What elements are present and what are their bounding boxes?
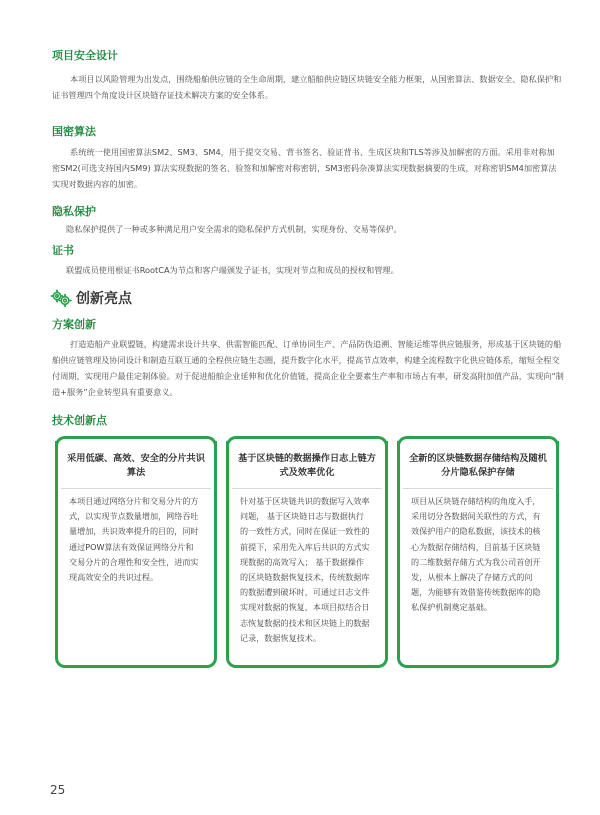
heading-certificate: 证书 [52, 244, 74, 257]
card-1-title: 采用低碳、高效、安全的分片共识算法 [67, 453, 205, 478]
section-title-highlights [50, 288, 132, 308]
card-1-divider [61, 488, 211, 489]
card-3-title: 全新的区块链数据存储结构及随机分片隐私保护存储 [409, 453, 547, 478]
heading-tech-innovation: 技术创新点 [52, 414, 107, 427]
paragraph-privacy: 隐私保护提供了一种或多种满足用户安全需求的隐私保护方式机制，实现身份、交易等保护。 [66, 224, 402, 234]
card-2-title: 基于区块链的数据操作日志上链方式及效率优化 [238, 453, 376, 478]
paragraph-certificate: 联盟成员使用根证书RootCA为节点和客户端颁发子证书，实现对节点和成员的授权和管理。 [66, 265, 399, 275]
paragraph-scheme-innovation: 打造造船产业联盟链，构建需求设计共享、供需智能匹配、订单协同生产、产品防伪追溯、智能运维等供应链服务，形成基于区块链的船舶供应链管理及协同设计和制造互联互通的全程供应链生态圈，提升数字化水平，提高节点效率，构建全流程数字化供应链体系，缩短全程交付周期，实现用户最佳定制体验。对于促进船舶企业延伸和优化价值链，提高企业全要素生产率和市场占有率，研发高附加值产品，实现向“制造+服务”企业转型具有重要意义。 [52, 339, 564, 397]
gears-icon [50, 289, 72, 307]
heading-privacy: 隐私保护 [52, 205, 96, 218]
heading-national-crypto: 国密算法 [52, 125, 96, 138]
card-2-body: 针对基于区块链共识的数据写入效率问题， 基于区块链日志与数据执行的一致性方式，同时在保证一致性的前提下，采用先入库后共识的方式实现数据的高效写入； 基于数据操作的区块链数据恢复技术，传统数据库的数据遭到破坏时，可通过日志文件实现对数据的恢复，本项目拟结合日志恢复数据的技术和区块链上的数据记录，数据恢复技术。 [240, 496, 370, 643]
section-title-text: 创新亮点 [76, 291, 132, 307]
card-3-divider [403, 488, 553, 489]
card-1-body: 本项目通过网络分片和交易分片的方式，以实现节点数量增加，网络吞吐量增加，共识效率提升的目的，同时通过POW算法有效保证网络分片和交易分片的合理性和安全性，进而实现高效安全的共识过程。 [69, 496, 199, 583]
heading-scheme-innovation: 方案创新 [52, 318, 96, 331]
page-number: 25 [50, 783, 66, 797]
paragraph-national-crypto: 系统统一使用国密算法SM2、SM3、SM4，用于提交交易、背书签名、验证背书、生成区块和TLS等涉及加解密的方面。采用非对称加密SM2(可选支持国内SM9) 算法实现数据的签名、验签和加解密对称密钥，SM3密码杂凑算法实现数据摘要的生成，对称密钥SM4加密算法实现对数据内容的加密。 [52, 147, 557, 189]
paragraph-project-security: 本项目以风险管理为出发点，围绕船舶供应链的全生命周期，建立船舶供应链区块链安全能力框架，从国密算法、数据安全、隐私保护和证书管理四个角度设计区块链存证技术解决方案的安全体系。 [52, 74, 562, 100]
heading-project-security: 项目安全设计 [52, 49, 118, 62]
card-3-body: 项目从区块链存储结构的角度入手，采用切分各数据间关联性的方式，有效保护用户的隐私数据，该技术的核心为数据存储结构，目前基于区块链的二维数据存储方式为我公司首创开发，从根本上解决了存储方式的问题，为能够有效借鉴传统数据库的隐私保护机制奠定基础。 [411, 496, 541, 613]
card-2-divider [232, 488, 382, 489]
